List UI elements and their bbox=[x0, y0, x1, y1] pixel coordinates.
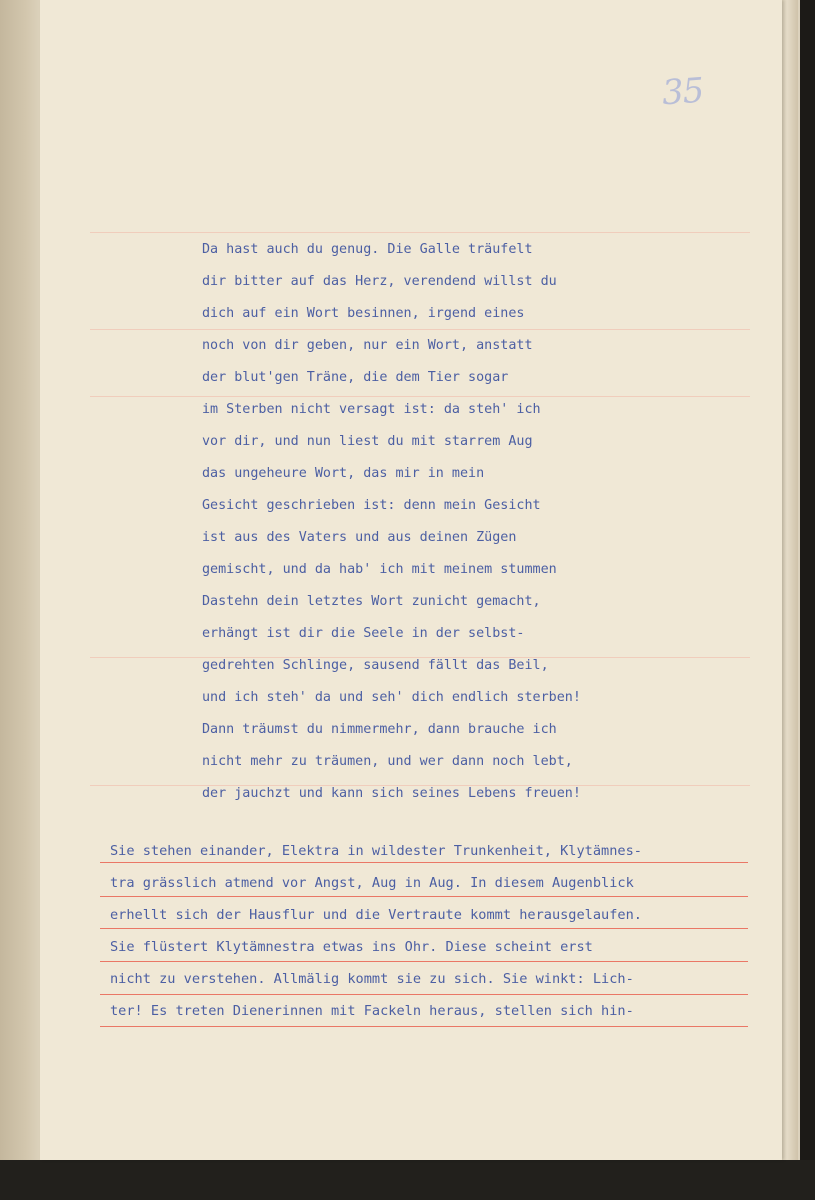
verse-line: dir bitter auf das Herz, verendend willst du bbox=[202, 274, 557, 289]
stage-direction-line: erhellt sich der Hausflur und die Vertraute kommt herausgelaufen. bbox=[110, 907, 642, 923]
verse-line: Gesicht geschrieben ist: denn mein Gesicht bbox=[202, 498, 541, 513]
stage-direction-line: Sie flüstert Klytämnestra etwas ins Ohr. Diese scheint erst bbox=[110, 939, 593, 955]
page-edge bbox=[780, 0, 798, 1170]
verse-line: noch von dir geben, nur ein Wort, anstatt bbox=[202, 338, 533, 353]
verse-line: der blut'gen Träne, die dem Tier sogar bbox=[202, 370, 509, 385]
stage-direction-line: ter! Es treten Dienerinnen mit Fackeln heraus, stellen sich hin- bbox=[110, 1003, 634, 1019]
stage-direction-block bbox=[110, 836, 760, 1028]
background-shadow bbox=[0, 1160, 815, 1200]
verse-line: Dann träumst du nimmermehr, dann brauche ich bbox=[202, 722, 557, 737]
verse-line: dich auf ein Wort besinnen, irgend eines bbox=[202, 306, 525, 321]
verse-line: erhängt ist dir die Seele in der selbst- bbox=[202, 626, 525, 641]
verse-line: Da hast auch du genug. Die Galle träufelt bbox=[202, 242, 533, 257]
verse-line: und ich steh' da und seh' dich endlich sterben! bbox=[202, 690, 581, 705]
paper-rule bbox=[90, 232, 750, 233]
stage-direction-line: tra grässlich atmend vor Angst, Aug in Aug. In diesem Augenblick bbox=[110, 875, 634, 891]
verse-block bbox=[202, 234, 581, 810]
verse-line: im Sterben nicht versagt ist: da steh' ich bbox=[202, 402, 541, 417]
verse-line: das ungeheure Wort, das mir in mein bbox=[202, 466, 485, 481]
verse-line: gemischt, und da hab' ich mit meinem stummen bbox=[202, 562, 557, 577]
stage-direction-line: nicht zu verstehen. Allmälig kommt sie zu sich. Sie winkt: Lich- bbox=[110, 971, 634, 987]
verse-line: nicht mehr zu träumen, und wer dann noch lebt, bbox=[202, 754, 573, 769]
verse-line: Dastehn dein letztes Wort zunicht gemacht, bbox=[202, 594, 541, 609]
verse-line: der jauchzt und kann sich seines Lebens freuen! bbox=[202, 786, 581, 801]
verse-line: ist aus des Vaters und aus deinen Zügen bbox=[202, 530, 517, 545]
page-number: 35 bbox=[660, 70, 705, 114]
verse-line: vor dir, und nun liest du mit starrem Aug bbox=[202, 434, 533, 449]
binding-gutter bbox=[0, 0, 42, 1200]
stage-direction-line: Sie stehen einander, Elektra in wildester Trunkenheit, Klytämnes- bbox=[110, 843, 642, 859]
verse-line: gedrehten Schlinge, sausend fällt das Beil, bbox=[202, 658, 549, 673]
